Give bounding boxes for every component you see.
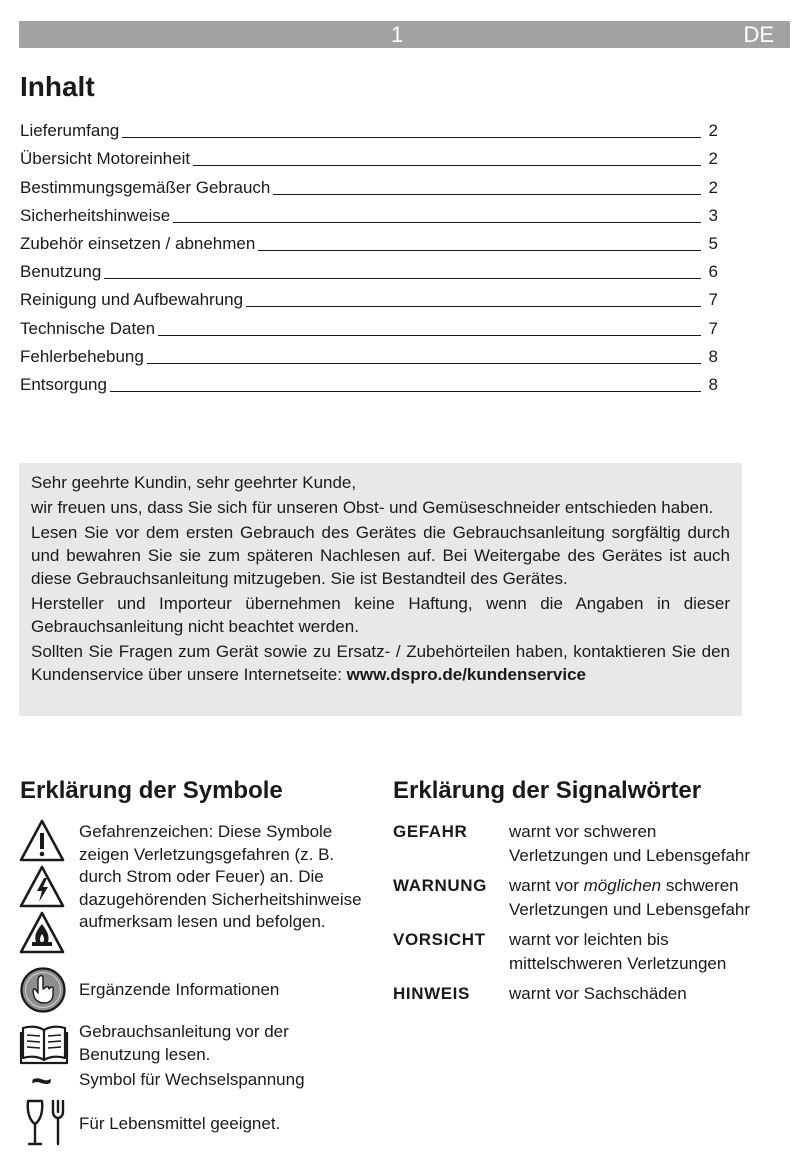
signal-word-entry	[393, 982, 753, 1006]
warning-triangle-icons	[19, 818, 65, 965]
signal-word: HINWEIS	[393, 984, 470, 1003]
symbol-entry	[19, 1098, 364, 1148]
symbol-entry	[19, 1060, 364, 1101]
food-safe-icon	[25, 1098, 69, 1155]
toc-entry[interactable]: Reinigung und Aufbewahrung 7	[20, 290, 718, 310]
symbol-description: Für Lebensmittel geeignet.	[79, 1114, 281, 1133]
intro-paragraph: Hersteller und Importeur übernehmen keine Haftung, wenn die Angaben in dieser Gebrauchsanleitung nicht beachtet werden.	[31, 594, 730, 636]
signal-word-entry	[393, 928, 753, 975]
intro-paragraph: wir freuen uns, dass Sie sich für unseren Obst- und Gemüseschneider entschieden haben.	[31, 498, 714, 517]
intro-greeting: Sehr geehrte Kundin, sehr geehrter Kunde,	[31, 473, 357, 492]
symbol-entry	[19, 967, 364, 1013]
symbol-description: Ergänzende Informationen	[79, 980, 280, 999]
toc-entry[interactable]: Benutzung 6	[20, 262, 718, 282]
toc-entry[interactable]: Lieferumfang 2	[20, 121, 718, 141]
signal-word-entry	[393, 874, 753, 921]
signal-word-definition: warnt vor Sachschäden	[509, 984, 687, 1003]
symbol-description: Gebrauchsanleitung vor der Benutzung lesen.	[79, 1022, 289, 1064]
signal-word-definition: warnt vor leichten bis mittelschweren Verletzungen	[509, 930, 727, 973]
toc-entry[interactable]: Fehlerbehebung 8	[20, 346, 718, 366]
symbol-entry	[19, 818, 364, 958]
signal-word-entry	[393, 820, 753, 867]
table-of-contents	[20, 113, 718, 395]
toc-entry[interactable]: Entsorgung 8	[20, 374, 718, 394]
toc-entry[interactable]: Bestimmungsgemäßer Gebrauch 2	[20, 177, 718, 197]
signal-words-heading: Erklärung der Signalwörter	[393, 777, 702, 804]
toc-entry[interactable]: Zubehör einsetzen / abnehmen 5	[20, 233, 718, 253]
symbols-heading: Erklärung der Symbole	[20, 777, 283, 804]
alternating-current-icon: ~	[31, 1060, 53, 1101]
signal-word-definition: warnt vor möglichen schweren Verletzungen und Lebensgefahr	[509, 876, 751, 919]
toc-entry[interactable]: Sicherheitshinweise 3	[20, 205, 718, 225]
toc-entry[interactable]: Übersicht Motoreinheit 2	[20, 149, 718, 169]
intro-paragraph: Sollten Sie Fragen zum Gerät sowie zu Ersatz- / Zubehörteilen haben, kontaktieren Sie den Kundenservice über unsere Internetseite: www.dspro.de/kundenservice	[31, 642, 730, 684]
signal-word: WARNUNG	[393, 876, 487, 895]
intro-paragraph: Lesen Sie vor dem ersten Gebrauch des Gerätes die Gebrauchsanleitung sorgfältig durch und bewahren Sie sie zum späteren Nachlesen auf. Bei Weitergabe des Gerätes ist auch diese Gebrauchsanleitung mitzugeben. Sie ist Bestandteil des Gerätes.	[31, 523, 730, 588]
signal-word-definition: warnt vor schweren Verletzungen und Lebensgefahr	[509, 822, 751, 865]
customer-service-link[interactable]: www.dspro.de/kundenservice	[346, 665, 586, 684]
symbol-description: Symbol für Wechselspannung	[79, 1070, 305, 1089]
language-code: DE	[743, 22, 774, 47]
symbol-description: Gefahrenzeichen: Diese Symbole zeigen Verletzungsgefahren (z. B. durch Strom oder Feuer) an. Die dazugehörenden Sicherheitshinweise aufmerksam lesen und befolgen.	[79, 822, 362, 932]
signal-word: VORSICHT	[393, 930, 486, 949]
page-header-bar	[19, 21, 790, 48]
customer-intro-box	[19, 463, 742, 716]
info-hand-icon	[19, 967, 67, 1020]
page-number: 1	[391, 22, 404, 47]
symbol-entry	[19, 1020, 364, 1068]
toc-title: Inhalt	[20, 71, 95, 102]
signal-word-list	[393, 820, 753, 1013]
signal-word: GEFAHR	[393, 822, 468, 841]
toc-entry[interactable]: Technische Daten 7	[20, 318, 718, 338]
